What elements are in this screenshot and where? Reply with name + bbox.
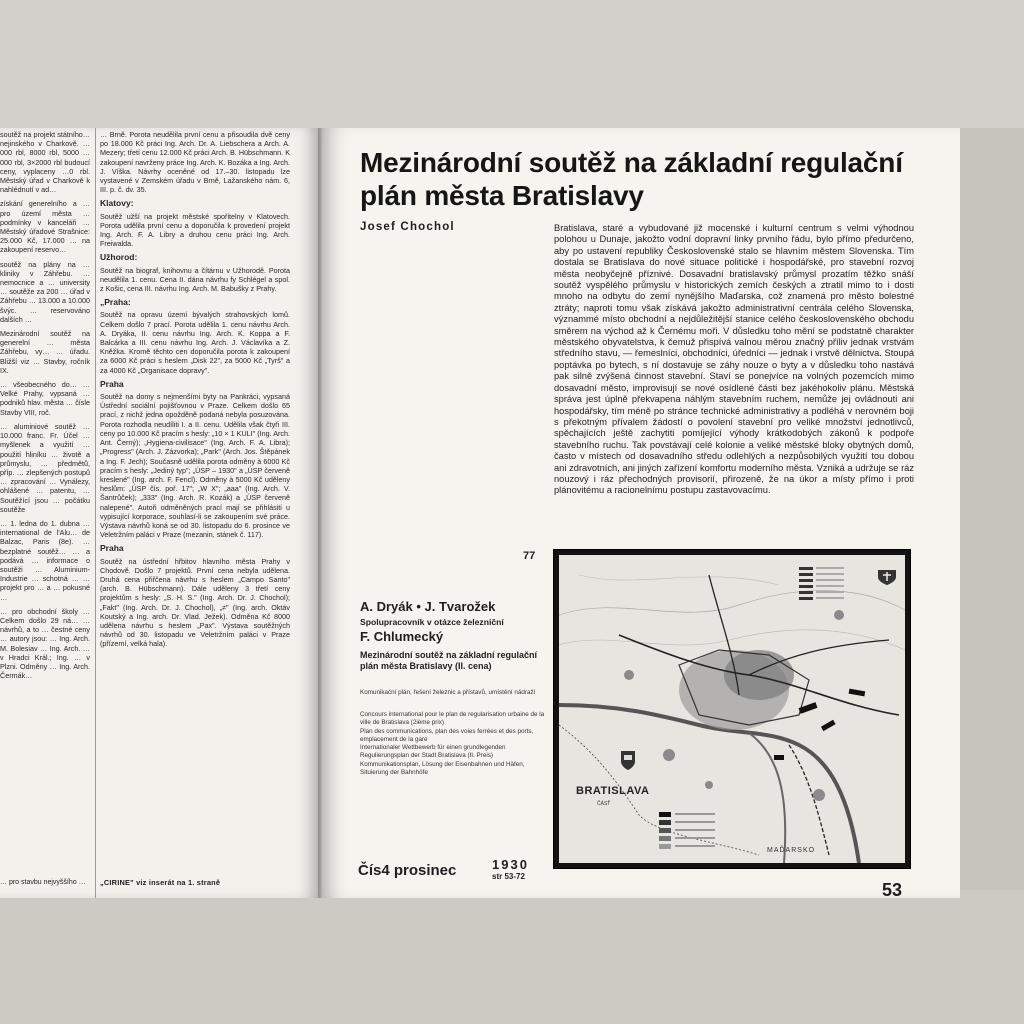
col-b-paragraph: Soutěž na opravu území bývalých strahovských lomů. Celkem došlo 7 prací. Porota udělila 1. cenu návrhu Arch. A. Dryáka, II. cenu návrhu Ing. Arch. K. Koppa a F. Balcárka a III. cenu návrhu Ing. Arch. J. Václavíka a Z. Kněžka. Kromě těchto cen doporučila porota k zakoupení za 6000 Kč práci s heslem „Disk 22", za 5000 Kč „Tyrš" a za 4000 Kč „Organisace dopravy".	[100, 310, 290, 375]
article-author: Josef Chochol	[360, 221, 455, 233]
figure-caption-title: Mezinárodní soutěž na základní regulační plán města Bratislavy (II. cena)	[360, 650, 538, 671]
background-right	[960, 128, 1024, 898]
figure-caption-cz: Komunikační plán, řešení železnic a přístavů, umístění nádraží	[360, 689, 536, 696]
background-top	[0, 0, 1024, 130]
figure-caption-fr: Concours international pour le plan de regularisation urbaine de la ville de Bratislava (2ième prix)	[360, 711, 545, 726]
col-b-heading: Užhorod:	[100, 252, 138, 263]
col-b-heading: Praha	[100, 378, 124, 389]
map-top-legend	[799, 565, 869, 601]
col-a-paragraph: získání generelního a … pro území města … podmínky v kanceláři … Městský úřadové Strašnice: 25.000 Kč, 17.000 … na zakoupení reservo…	[0, 199, 90, 255]
figure-caption-de-sub: Kommunikationsplan, Lösung der Eisenbahnen und Häfen, Situierung der Bahnhöfe	[360, 761, 525, 776]
figure-authors: A. Dryák • J. Tvarožek	[360, 599, 496, 614]
map-country-label: MAĎARSKO	[767, 847, 816, 854]
col-b-heading: Praha	[100, 543, 124, 554]
article-title: Mezinárodní soutěž na základní regulační plán města Bratislavy	[360, 147, 903, 211]
coat-of-arms-icon	[877, 568, 897, 586]
col-b-paragraph: … Brně. Porota neudělila první cenu a přisoudila dvě ceny po 18.000 Kč práci Ing. Arch. Dr. A. Liebschera a Arch. A. Mezery; třetí cenu 12.000 Kč práci Arch. B. Hübschmann. K zakoupení navrženy práce Ing. Arch. K. Bozáka a Ing. Arch. J. Víška. Návrhy oceněné od 17.–30. listopadu lze vystavené v Zemském úřadu v Brně, Lažanského nám. 6, III. p. č. dv. 35.	[100, 130, 290, 195]
col-b-paragraph: Soutěž na ústřední hřbitov hlavního města Prahy v Chodově. Došlo 7 projektů. První cena nebyla udělena. Druhá cena přiřčena návrhu s heslem „Campo Santo" (arch. B. Hübschmann). Dále uděleny 3 třetí ceny projektům s hesly: „S. H. S." (Ing. Arch. Dr. J. Chochol); „Fakt" (Ing. Arch. Dr. J. Chochol), „≠" (Ing. arch. Oktáv Koutský a Ing. arch. Dr. Vlad. Ježek). Odměna Kč 8000 udělena návrhu s heslem „Pax". Výstava soutěžných návrhů od 30. listopadu ve Veletržním paláci v Praze (přízemí, velká hala).	[100, 556, 290, 649]
col-a-paragraph: Mezinárodní soutěž na generelní … města Záhřebu, vy… … úřadu. Bližší viz … Stavby, ročník IX.	[0, 329, 90, 375]
right-page	[322, 128, 960, 898]
figure-caption-de: Internationaler Wettbewerb für einen grundlegenden Regulierungsplan der Stadt Bratislava (II. Preis)	[360, 744, 506, 759]
issue-pages: str 53-72	[492, 872, 525, 881]
background-bottom	[0, 890, 1024, 1024]
col-a-paragraph: soutěž na projekt státního… nejinského v Charkově. …000 rbl, 8000 rbl, 5000 …000 rbl, 3×2000 rbl budoucí ceny, vyplaceny …0 rbl. Městský úřad v Charkově k nahlédnutí v ad…	[0, 130, 90, 195]
col-b-paragraph: Soutěž užší na projekt městské spořitelny v Klatovech. Porota udělila první cenu a doporučila k provedení projekt Ing. Arch. F. A. Libry a druhou cenu práci Ing. Arch. Freiwalda.	[100, 211, 290, 249]
left-column-a	[0, 130, 90, 685]
issue-label: Čís4 prosinec	[358, 862, 457, 879]
figure-collaborator-role: Spolupracovník v otázce železniční	[360, 617, 504, 627]
map-sub-label: ČÁSŤ	[597, 801, 611, 807]
figure-caption-fr-sub: Plan des communications, plan des voies ferrées et des ports, emplacement de la gare	[360, 728, 534, 743]
article-body: Bratislava, staré a vybudované již mocenské i kulturní centrum s velmi výhodnou polohou u Dunaje, jakožto vodní dopravní linky prvního řádu, bylo přímo předurčeno, aby po ustavení republiky Československé stalo se hlavním městem Slovenska. Tím dostala se Bratislava do nové situace politické i hospodářské, pro stavební rozvoj města neobyčejně příznivé. Dosavadní bratislavský průmysl prozatím těžko snáší soutěž vyspělého průmyslu v historických zemích českých a ztratil mimo to i dosti mnoho na odbytu do zemí nynějšího Maďarska, což znamená pro město bolestné ztráty; naproti tomu však získává jakožto administrativní centrála celého Slovenska, význammé místo obchodní a nejdůležitější stanice celého československého obchodu směrem na východ až k Černému moři. V důsledku toho mění se podstatně charakter městského obyvatelstva, k čemuž přispívá valnou měrou značný příliv jednak vrstvám středního stavu, — řemeslníci, obchodníci, úředníci — jednak i vrstvě dělnictva. Stoupá poptávka po bytech, s ní dostavuje se záhy nouze o byty a v důsledku toho nastává pak silně zvýšená činnost stavební. Staví se ponejvíce na volných pozemcích mimo dosavadní město, improvisují se nové osídlené části bez jakéhokoliv plánu. Městská správa jest úplně překvapena náhlým stavebním ruchem, nemůže jej ovládnouti ani hospodářsky, tím méně po stránce technické administrativy a podléhá v nerovném boji s překotným přívalem žádostí o povolení stavební pro veliké množství jednotlivců, spěchajících ještě zachytiti pomíjející výhody krátkodobých zákonů k podpoře stavebního ruchu. Tak povstávají celé kolonie a veliké městské bloky obytných domů, často v místech od dosavadního středu odlehlých a nezpůsobilých využití tou dobou ani zdravotních, ani jiných zařízení komfortu moderního města. Vzniká a udržuje se ráz nouzový i ráz přechodných provisorií, přirozeně, že na úkor a místy přímo i proti plánovitému a racionelnímu postupu zastavovacímu.	[554, 223, 914, 496]
left-column-b	[100, 130, 290, 654]
map-city-label: BRATISLAVA	[576, 785, 650, 797]
left-page	[0, 128, 318, 898]
col-a-paragraph: … všeobecného do… … Velké Prahy, vypsaná … podniků hlav. města … čísle Stavby VIII, roč.	[0, 380, 90, 417]
figure-number: 77	[523, 550, 536, 562]
col-a-paragraph: … 1. ledna do 1. dubna … international de l'Alu… de Balzac, Paris (8e). … bezplatné soutěž… … a podává … informace o soutěži … Aluminium-Industrie … schotná … … projekt pro … a … pokusné …	[0, 518, 90, 602]
issue-year: 1930	[492, 857, 529, 872]
cirine-advert-note: „CIRINE" viz inserát na 1. straně	[100, 878, 221, 887]
figure-collaborator: F. Chlumecký	[360, 629, 444, 644]
col-b-paragraph: Soutěž na domy s nejmenšími byty na Pankráci, vypsaná Ústřední sociální pojišťovnou v Praze. Celkem došlo 65 prací, z nichž jedna opožděně podaná nebyla posuzována. Porota rozhodla neudíliti I. a II. cenu. Udělila však čtyři III. ceny po 10.000 Kč pracím s hesly: „10 × 1 KULI" (Ing. Arch. Ant. Černý); „Hygiena-civilisace" (Ing. Arch. F. A. Libra); „Progress" (Arch. J. Zázvorka); „Park" (Arch. Jos. Štěpánek a Ing. F. Jech); Současně udělila porota odměny à 6000 Kč pracím s hesly: „Jediný typ"; „ÚSP – 1930" a „ÚSP červeně kreslené" (Ing. arch. F. Fencl). Odměny à 5000 Kč uděleny heslům: „ÚSP čís. poř. 17"; „W X"; „aaa" (Ing. Arch. V. Šantrůček); „333" (Ing. Arch. R. Kozák) a „ÚSP červeně nalepené". Autoři odměněných prací mají se přihlásiti u vypisující korporace, souhlasí-li se zakoupením své práce. Výstava návrhů koná se od 30. listopadu do 6. prosince ve Veletržním paláci v Praze (mezanin, stánek č. 117).	[100, 392, 290, 540]
col-b-heading: Klatovy:	[100, 198, 134, 209]
col-a-footer: … pro stavbu nejvyššího …	[0, 879, 86, 886]
map-legend	[659, 810, 749, 850]
col-a-paragraph: … aluminiové soutěž … 10.000 franc. Fr. Účel … myšlenek a využití … použití hliníku … životě a průmyslu, … předmětů, příp. … zlepšených postupů … zpracování … Vynálezy, ohlášené … patentu, … Soutěžící jsou … počátku soutěže	[0, 421, 90, 514]
page-number: 53	[882, 880, 903, 898]
column-divider	[95, 128, 96, 898]
col-b-heading: „Praha:	[100, 297, 131, 308]
col-a-paragraph: … pro obchodní školy … Celkem došlo 29 ná… … návrhů, a to … čestné ceny … autory jsou: … Ing. Arch. M. Bolesiav … Ing. Arch. … v Hradci Král.; Ing. … v Plzni. Odměny … Ing. Arch. Čermák…	[0, 606, 90, 681]
bratislava-regulation-map	[553, 549, 911, 869]
col-b-paragraph: Soutěž na biograf, knihovnu a čítárnu v Užhorodě. Porota neudělila 1. cenu. Cena II. dána návrhu fy Schlégel a spol. z Košic, cena III. návrhu Ing. Arch. M. Babušky z Prahy.	[100, 265, 290, 294]
map-canvas	[559, 555, 905, 863]
col-a-paragraph: soutěž na plány na … kliniky v Záhřebu. … nemocnice a … university … soutěže za 200 … úřad v Záhřebu … 13.000 a 10.000 švýc. … reservováno dalších …	[0, 259, 90, 324]
